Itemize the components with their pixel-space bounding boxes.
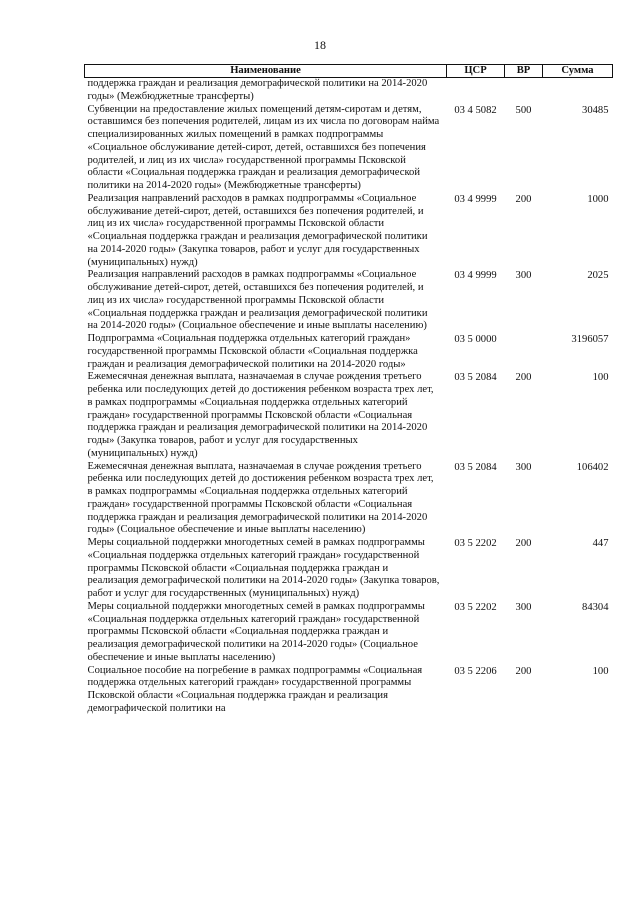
table-row [85,78,613,104]
row-vr: 300 [515,270,532,282]
row-name: Подпрограмма «Социальная поддержка отдельных категорий граждан» государственной программы Псковской области «Социальная поддержка граждан и реализация демографической политики на 2014-2020 годы» [87,333,418,370]
row-sum: 1000 [587,193,609,205]
row-name: Ежемесячная денежная выплата, назначаемая в случае рождения третьего ребенка или последующих детей до достижения ребенком возраста трех лет, в рамках подпрограммы «Социальная поддержка отдельных категорий граждан» государственной программы Псковской области «Социальная поддержка граждан и реализация демографической политики на 2014-2020 годы» (Закупка товаров, работ и услуг для государственных (муниципальных) нужд) [87,371,434,459]
row-sum: 30485 [582,104,609,116]
table-row [85,371,613,460]
row-name: Меры социальной поддержки многодетных семей в рамках подпрограммы «Социальная поддержка отдельных категорий граждан» государственной программы Псковской области «Социальная поддержка граждан и реализация демографической политики на 2014-2020 годы» (Закупка товаров, работ и услуг для государственных (муниципальных) нужд) [87,537,440,599]
header-csr: ЦСР [447,65,505,78]
table-row [85,333,613,371]
row-csr: 03 5 2206 [454,665,497,677]
row-vr: 200 [515,193,532,205]
row-name: поддержка граждан и реализация демографической политики на 2014-2020 годы» (Межбюджетные трансферты) [87,78,428,102]
row-csr: 03 5 0000 [454,334,497,345]
row-sum: 447 [592,538,609,549]
row-sum: 106402 [576,461,609,473]
row-vr: 200 [515,372,532,384]
row-csr: 03 4 5082 [454,104,497,116]
row-vr [505,78,543,104]
row-csr: 03 5 2084 [454,372,497,384]
header-sum: Сумма [543,65,613,78]
row-sum: 3196057 [571,334,609,345]
row-sum: 84304 [582,601,609,613]
table-row [85,104,613,193]
row-sum [543,78,613,104]
row-csr: 03 5 2084 [454,461,497,473]
table-row [85,269,613,333]
table-row [85,665,613,716]
row-name: Ежемесячная денежная выплата, назначаемая в случае рождения третьего ребенка или последующих детей до достижения ребенком возраста трех лет, в рамках подпрограммы «Социальная поддержка отдельных категорий граждан» государственной программы Псковской области «Социальная поддержка граждан и реализация демографической политики на 2014-2020 годы» (Социальное обеспечение и иные выплаты населению) [87,460,434,536]
row-name: Реализация направлений расходов в рамках подпрограммы «Социальное обслуживание детей-сирот, детей, оставшихся без попечения родителей, и лиц из их числа» государственной программы Псковской области «Социальная поддержка граждан и реализация демографической политики на 2014-2020 годы» (Закупка товаров, работ и услуг для государственных (муниципальных) нужд) [87,192,428,268]
row-name: Меры социальной поддержки многодетных семей в рамках подпрограммы «Социальная поддержка отдельных категорий граждан» государственной программы Псковской области «Социальная поддержка граждан и реализация демографической политики на 2014-2020 годы» (Социальное обеспечение и иные выплаты населению) [87,600,425,663]
row-sum: 100 [592,372,609,384]
table-row [85,601,613,665]
row-csr: 03 5 2202 [454,601,497,613]
table-header-row [85,65,613,78]
table-row [85,193,613,270]
row-sum: 2025 [587,270,609,282]
row-vr: 300 [515,461,532,473]
row-csr [447,78,505,104]
row-vr: 200 [515,538,532,549]
table-row [85,537,613,601]
row-csr: 03 4 9999 [454,270,497,282]
row-csr: 03 4 9999 [454,193,497,205]
header-name: Наименование [85,65,447,78]
header-vr: ВР [505,65,543,78]
row-name: Реализация направлений расходов в рамках подпрограммы «Социальное обслуживание детей-сирот, детей, оставшихся без попечения родителей, и лиц из их числа» государственной программы Псковской области «Социальная поддержка граждан и реализация демографической политики на 2014-2020 годы» (Социальное обеспечение и иные выплаты населению) [87,269,428,332]
row-name: Социальное пособие на погребение в рамках подпрограммы «Социальная поддержка отдельных категорий граждан» государственной программы Псковской области «Социальная поддержка граждан и реализация демографической политики на [87,664,423,714]
page-number: 18 [314,38,326,52]
row-name: Субвенции на предоставление жилых помещений детям-сиротам и детям, оставшимся без попечения родителей, лицам из их числа по договорам найма специализированных жилых помещений в рамках подпрограммы «Социальное обслуживание детей-сирот, детей, оставшихся без попечения родителей, и лиц из их числа» государственной программы Псковской области «Социальная поддержка граждан и реализация демографической политики на 2014-2020 годы» (Межбюджетные трансферты) [87,103,440,191]
row-vr [505,333,543,371]
row-csr: 03 5 2202 [454,538,497,549]
row-vr: 200 [515,665,532,677]
table-row [85,461,613,538]
row-vr: 500 [515,104,532,116]
row-vr: 300 [515,601,532,613]
budget-table [84,64,613,716]
row-sum: 100 [592,665,609,677]
